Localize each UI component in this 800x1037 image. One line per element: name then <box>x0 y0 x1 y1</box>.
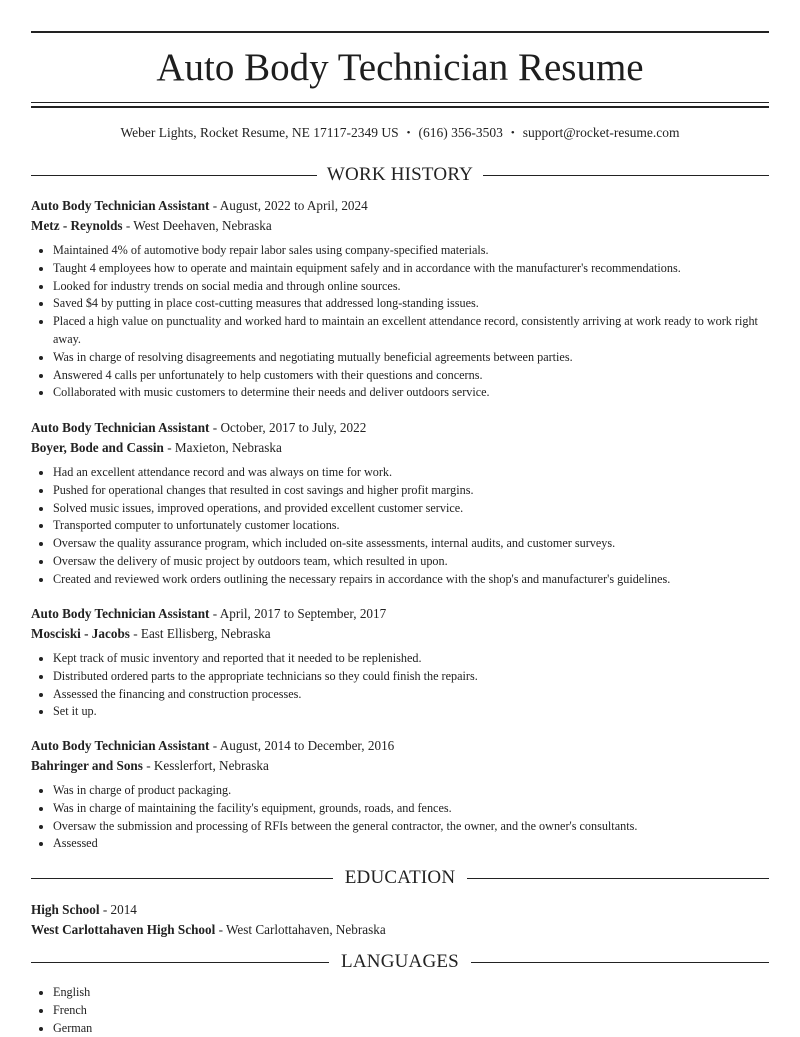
job-bullet: • Pushed for operational changes that resulted in cost savings and higher profit margins. <box>53 482 769 500</box>
job-bullet: • Oversaw the quality assurance program, which included on-site assessments, internal audits, and customer surveys. <box>53 535 769 553</box>
job-bullet: • Answered 4 calls per unfortunately to help customers with their questions and concerns. <box>53 367 769 385</box>
job-entry <box>31 196 769 402</box>
job-bullet: • Taught 4 employees how to operate and maintain equipment safely and in accordance with the manufacturer's recommendations. <box>53 260 769 278</box>
language-item: • English <box>53 984 769 1002</box>
work-history-label: WORK HISTORY <box>326 164 474 185</box>
job-bullet: • Created and reviewed work orders outlining the necessary repairs in accordance with the shop's and manufacturer's guidelines. <box>53 571 769 589</box>
job-bullet: • Was in charge of resolving disagreements and negotiating mutually beneficial agreements between parties. <box>53 349 769 367</box>
job-bullet: • Solved music issues, improved operations, and provided excellent customer service. <box>53 500 769 518</box>
job-bullet: • Had an excellent attendance record and was always on time for work. <box>53 464 769 482</box>
job-bullet: • Placed a high value on punctuality and worked hard to maintain an excellent attendance record, consistently arriving at work ready to work right away. <box>53 313 769 349</box>
job-bullets <box>31 650 769 721</box>
contact-address: Weber Lights, Rocket Resume, NE 17117-2349 US <box>120 125 399 140</box>
job-location: - West Deehaven, Nebraska <box>122 218 272 233</box>
language-item: • German <box>53 1020 769 1037</box>
education-year: - 2014 <box>99 902 137 917</box>
job-entry <box>31 418 769 589</box>
job-bullet: • Looked for industry trends on social media and through online sources. <box>53 278 769 296</box>
job-entry <box>31 736 769 853</box>
job-company: Mosciski - Jacobs <box>31 626 130 641</box>
job-bullet: • Assessed the financing and construction processes. <box>53 686 769 704</box>
job-dates: - August, 2014 to December, 2016 <box>209 738 395 753</box>
languages-list <box>31 984 769 1037</box>
heading-rule-right <box>471 962 769 963</box>
job-dates: - October, 2017 to July, 2022 <box>209 420 367 435</box>
education-location: - West Carlottahaven, Nebraska <box>215 921 386 937</box>
contact-phone: (616) 356-3503 <box>418 125 503 140</box>
job-entry <box>31 604 769 721</box>
work-history-heading <box>31 163 769 187</box>
job-title: Auto Body Technician Assistant <box>31 738 210 753</box>
education-label: EDUCATION <box>344 867 456 888</box>
job-location: - Kesslerfort, Nebraska <box>142 758 269 773</box>
contact-separator: • <box>510 127 515 139</box>
job-bullet: • Was in charge of maintaining the facility's equipment, grounds, roads, and fences. <box>53 800 769 818</box>
language-item: • French <box>53 1002 769 1020</box>
resume-title: Auto Body Technician Resume <box>156 46 644 89</box>
job-bullet: • Oversaw the submission and processing of RFIs between the general contractor, the owner, and the owner's consultants. <box>53 818 769 836</box>
job-company: Metz - Reynolds <box>31 218 123 233</box>
job-bullet: • Assessed <box>53 835 769 853</box>
job-bullet: • Distributed ordered parts to the appropriate technicians so they could finish the repairs. <box>53 668 769 686</box>
job-bullet: • Was in charge of product packaging. <box>53 782 769 800</box>
contact-separator: • <box>406 127 411 139</box>
job-company: Boyer, Bode and Cassin <box>31 440 164 455</box>
job-title: Auto Body Technician Assistant <box>31 606 210 621</box>
heading-rule-right <box>467 878 769 879</box>
job-location: - Maxieton, Nebraska <box>163 440 282 455</box>
job-bullet: • Kept track of music inventory and reported that it needed to be replenished. <box>53 650 769 668</box>
job-bullets <box>31 242 769 402</box>
title-rule-lower <box>31 106 769 108</box>
title-rule-upper <box>31 102 769 103</box>
job-dates: - April, 2017 to September, 2017 <box>209 606 387 621</box>
job-bullet: • Saved $4 by putting in place cost-cutting measures that addressed long-standing issues. <box>53 295 769 313</box>
education-degree: High School <box>31 902 100 917</box>
job-dates: - August, 2022 to April, 2024 <box>209 198 368 213</box>
job-location: - East Ellisberg, Nebraska <box>129 626 271 641</box>
job-bullets <box>31 464 769 589</box>
education-heading <box>31 866 769 890</box>
job-bullets <box>31 782 769 853</box>
languages-label: LANGUAGES <box>341 951 459 972</box>
contact-email: support@rocket-resume.com <box>522 125 680 140</box>
job-bullet: • Oversaw the delivery of music project by outdoors team, which resulted in upon. <box>53 553 769 571</box>
contact-line <box>31 124 769 143</box>
education-entry <box>31 900 769 939</box>
job-bullet: • Maintained 4% of automotive body repair labor sales using company-specified materials. <box>53 242 769 260</box>
job-company: Bahringer and Sons <box>31 758 143 773</box>
job-bullet: • Transported computer to unfortunately customer locations. <box>53 517 769 535</box>
job-bullet: • Collaborated with music customers to determine their needs and deliver outdoors service. <box>53 384 769 402</box>
job-title: Auto Body Technician Assistant <box>31 420 210 435</box>
job-bullet: • Set it up. <box>53 703 769 721</box>
education-school: West Carlottahaven High School <box>31 921 216 937</box>
languages-heading <box>31 950 769 974</box>
heading-rule-right <box>483 175 769 176</box>
top-rule <box>31 31 769 33</box>
job-title: Auto Body Technician Assistant <box>31 198 210 213</box>
